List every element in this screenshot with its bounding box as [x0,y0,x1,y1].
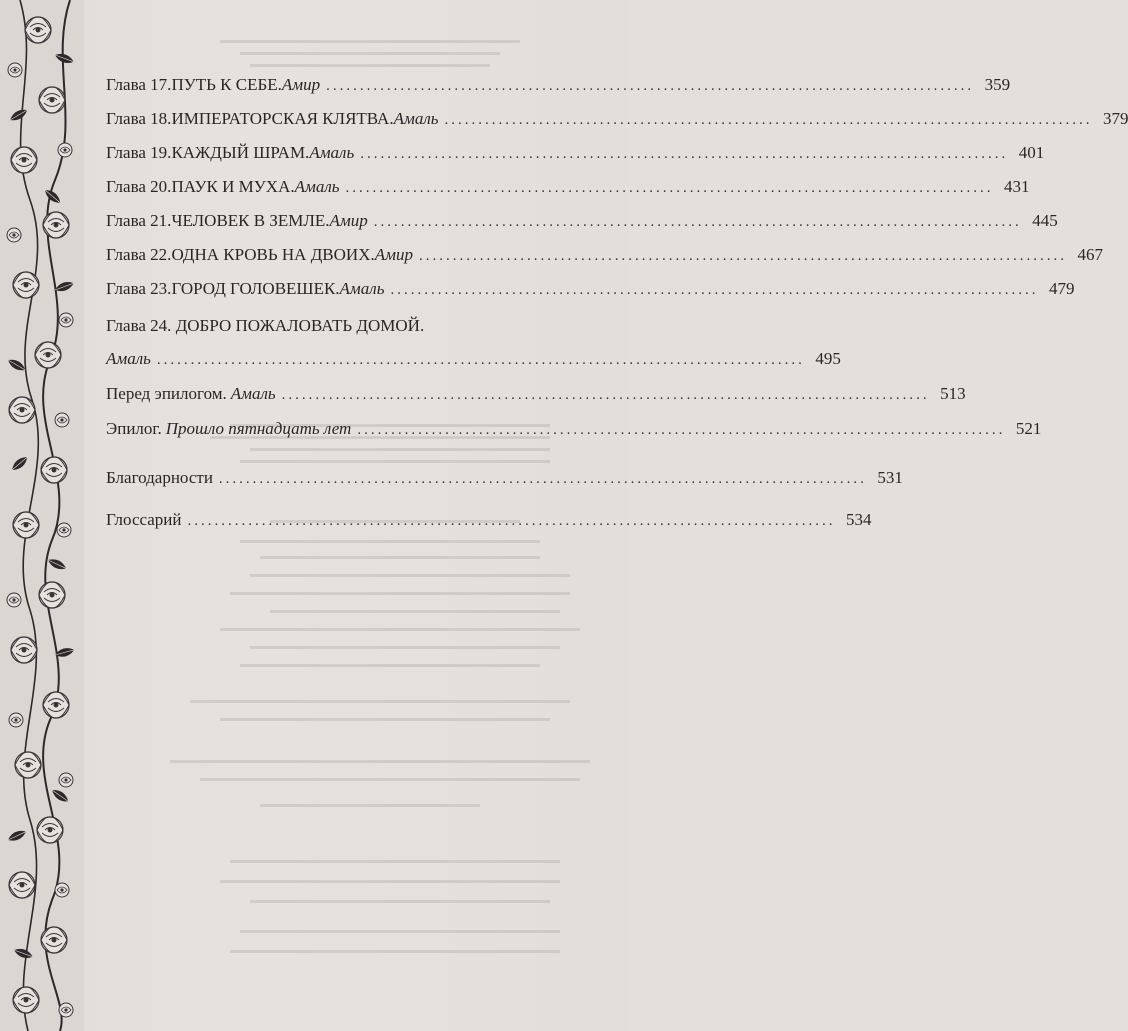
dot-leader: ................................................................................................ [187,513,836,529]
dot-leader: ................................................................................................ [357,422,1006,438]
entry-title: Эпилог. [106,419,162,438]
dot-leader: ................................................................................................ [390,282,1039,298]
chapter-title: ГОРОД ГОЛОВЕШЕК. [171,279,340,298]
chapter-list [106,74,1128,301]
chapter-author: Амаль [339,279,385,298]
toc-entry[interactable] [106,244,1103,267]
entry-title: Глоссарий [106,510,182,529]
dot-leader: ................................................................................................ [345,180,994,196]
dot-leader: ................................................................................................ [360,146,1009,162]
table-of-contents [106,74,1128,532]
chapter-author: Амир [374,245,413,264]
chapter-author: Амир [281,75,321,94]
page-number: 513 [940,384,966,403]
chapter-author: Амаль [393,109,439,128]
page-number: 495 [815,349,841,368]
dot-leader: ................................................................................................ [156,352,805,368]
chapter-prefix: Глава 19. [106,143,172,162]
chapter-title: ПУТЬ К СЕБЕ. [171,75,282,94]
chapter-title: ЧЕЛОВЕК В ЗЕМЛЕ. [171,211,330,230]
chapter-prefix: Глава 17. [106,75,172,94]
chapter-author: Амаль [309,143,355,162]
dot-leader: ................................................................................................ [281,387,930,403]
dot-leader: ................................................................................................ [418,248,1067,264]
chapter-prefix: Глава 24. [106,316,176,335]
page-number: 379 [1102,109,1128,128]
chapter-prefix: Глава 23. [106,279,172,298]
chapter-title: ПАУК И МУХА. [171,177,295,196]
page-number: 534 [846,510,872,529]
page-number: 401 [1018,143,1045,162]
page-number: 479 [1048,279,1075,298]
toc-entry[interactable] [106,142,1045,165]
chapter-author: Амаль [106,349,151,368]
dot-leader: ................................................................................................ [326,78,975,94]
floral-border-ornament [0,0,84,1031]
entry-subtitle: Прошло пятнадцать лет [165,419,352,438]
toc-entry-author-line [106,348,841,371]
page-number: 359 [984,75,1011,94]
toc-entry-acknowledgements[interactable] [106,467,903,490]
chapter-title: ДОБРО ПОЖАЛОВАТЬ ДОМОЙ. [175,316,425,335]
page-number: 521 [1015,419,1042,438]
entry-author: Амаль [230,384,276,403]
toc-entry-glossary[interactable] [106,509,872,532]
chapter-author: Амир [329,211,368,230]
chapter-prefix: Глава 21. [106,211,172,230]
dot-leader: ................................................................................................ [373,214,1022,230]
page-number: 467 [1077,245,1103,264]
toc-entry[interactable] [106,108,1128,131]
toc-entry-title-line [106,315,568,337]
entry-title: Благодарности [106,468,213,487]
toc-entry[interactable] [106,278,1075,301]
page-number: 431 [1004,177,1030,196]
page-number: 445 [1032,211,1058,230]
dot-leader: ................................................................................................ [444,112,1093,128]
toc-entry[interactable] [106,74,1011,97]
chapter-author: Амаль [294,177,340,196]
toc-entry[interactable] [106,210,1058,233]
entry-title: Перед эпилогом. [106,384,227,403]
page-number: 531 [877,468,903,487]
toc-entry-epilogue[interactable] [106,418,1042,441]
chapter-title: ОДНА КРОВЬ НА ДВОИХ. [171,245,375,264]
chapter-prefix: Глава 20. [106,177,172,196]
toc-entry[interactable] [106,176,1030,199]
chapter-prefix: Глава 22. [106,245,172,264]
toc-entry-chapter-24[interactable] [106,315,841,371]
chapter-title: ИМПЕРАТОРСКАЯ КЛЯТВА. [171,109,394,128]
chapter-title: КАЖДЫЙ ШРАМ. [171,143,310,162]
toc-entry-before-epilogue[interactable] [106,383,966,406]
chapter-prefix: Глава 18. [106,109,172,128]
dot-leader: ................................................................................................ [218,471,867,487]
